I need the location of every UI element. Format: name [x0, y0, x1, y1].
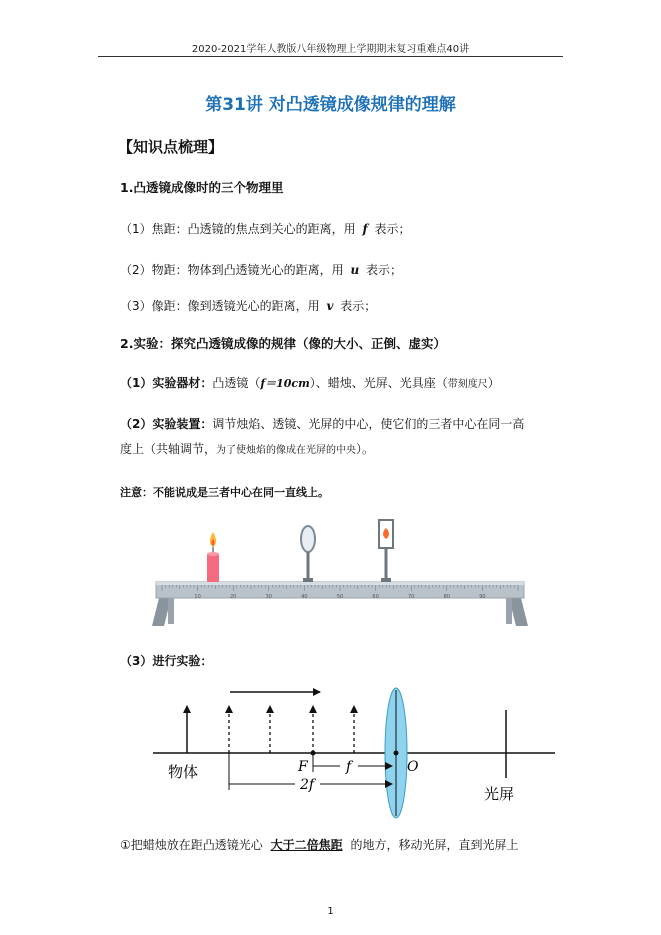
- step3-label: （3）进行实验：: [120, 654, 213, 668]
- equipment-text: ）: [487, 376, 500, 390]
- definition-object-distance: [120, 261, 402, 278]
- symbol-v: v: [326, 299, 334, 313]
- step-1-suffix: 的地方，移动光屏，直到光屏上: [350, 838, 519, 852]
- definition-text: （3）像距：像到透镜光心的距离，用: [120, 299, 320, 313]
- definition-suffix: 表示；: [374, 222, 411, 236]
- candle: [207, 554, 219, 582]
- setup-text: ）。: [356, 442, 375, 456]
- step-1-prefix: ①把蜡烛放在距凸透镜光心: [120, 838, 263, 852]
- f-label: f: [346, 759, 352, 775]
- lesson-title: 第31讲 对凸透镜成像规律的理解: [205, 95, 456, 115]
- screen-label: 光屏: [484, 785, 515, 803]
- scale-label: 20: [230, 594, 237, 600]
- scale-label: 60: [372, 594, 379, 600]
- setup-line-1: [120, 412, 560, 437]
- step-1-answer: 大于二倍焦距: [270, 838, 343, 852]
- definition-image-distance: [120, 297, 376, 314]
- header-rule: [98, 56, 563, 57]
- point2-heading: 2.实验：探究凸透镜成像的规律（像的大小、正倒、虚实）: [120, 336, 446, 351]
- definition-text: （1）焦距：凸透镜的焦点到关心的距离，用: [120, 222, 356, 236]
- attention-note: 注意：不能说成是三者中心在同一直线上。: [120, 486, 329, 499]
- two-f-label: 2f: [300, 777, 315, 793]
- equipment-note: 带刻度尺: [447, 379, 488, 390]
- definition-focal-length: [120, 220, 410, 237]
- setup-label: （2）实验装置：: [120, 417, 213, 431]
- scale-label: 80: [443, 594, 450, 600]
- focal-length-value: f＝10cm: [260, 377, 310, 390]
- setup-line-2: [120, 437, 560, 463]
- lens: [301, 526, 315, 552]
- setup-paragraph: [120, 412, 560, 463]
- page-number: 1: [327, 906, 334, 917]
- setup-text: 调节烛焰、透镜、光屏的中心，使它们的三者中心在同一高: [212, 417, 525, 431]
- definition-text: （2）物距：物体到凸透镜光心的距离，用: [120, 263, 344, 277]
- optical-bench-illustration: [150, 512, 530, 630]
- scale-label: 30: [265, 594, 272, 600]
- definition-suffix: 表示；: [366, 263, 403, 277]
- definition-suffix: 表示；: [340, 299, 377, 313]
- optical-center: [394, 751, 399, 756]
- symbol-u: u: [350, 263, 360, 277]
- setup-text: 度上（共轴调节，: [120, 442, 217, 456]
- optical-center-label: O: [407, 759, 419, 775]
- equipment-text: ）、蜡烛、光屏、光具座（: [309, 376, 448, 390]
- setup-reason: 为了使烛焰的像成在光屏的中央: [216, 445, 357, 456]
- object-label: 物体: [168, 763, 199, 781]
- page-header: 2020-2021学年人教版八年级物理上学期期末复习重难点40讲: [191, 44, 470, 55]
- scale-label: 10: [194, 594, 201, 600]
- section-title: 【知识点梳理】: [118, 138, 224, 156]
- equipment-label: （1）实验器材：: [120, 376, 213, 390]
- ray-diagram: [150, 680, 560, 820]
- scale-label: 50: [336, 594, 344, 600]
- step-1-text: [120, 836, 518, 853]
- symbol-f: f: [362, 222, 368, 236]
- scale-label: 90: [479, 594, 486, 600]
- scale-label: 70: [408, 594, 415, 600]
- equipment-text: 凸透镜（: [212, 376, 261, 390]
- equipment-line: [120, 374, 500, 391]
- focus-label: F: [298, 759, 308, 775]
- point1-heading: 1.凸透镜成像时的三个物理里: [120, 180, 284, 195]
- scale-label: 40: [301, 594, 308, 600]
